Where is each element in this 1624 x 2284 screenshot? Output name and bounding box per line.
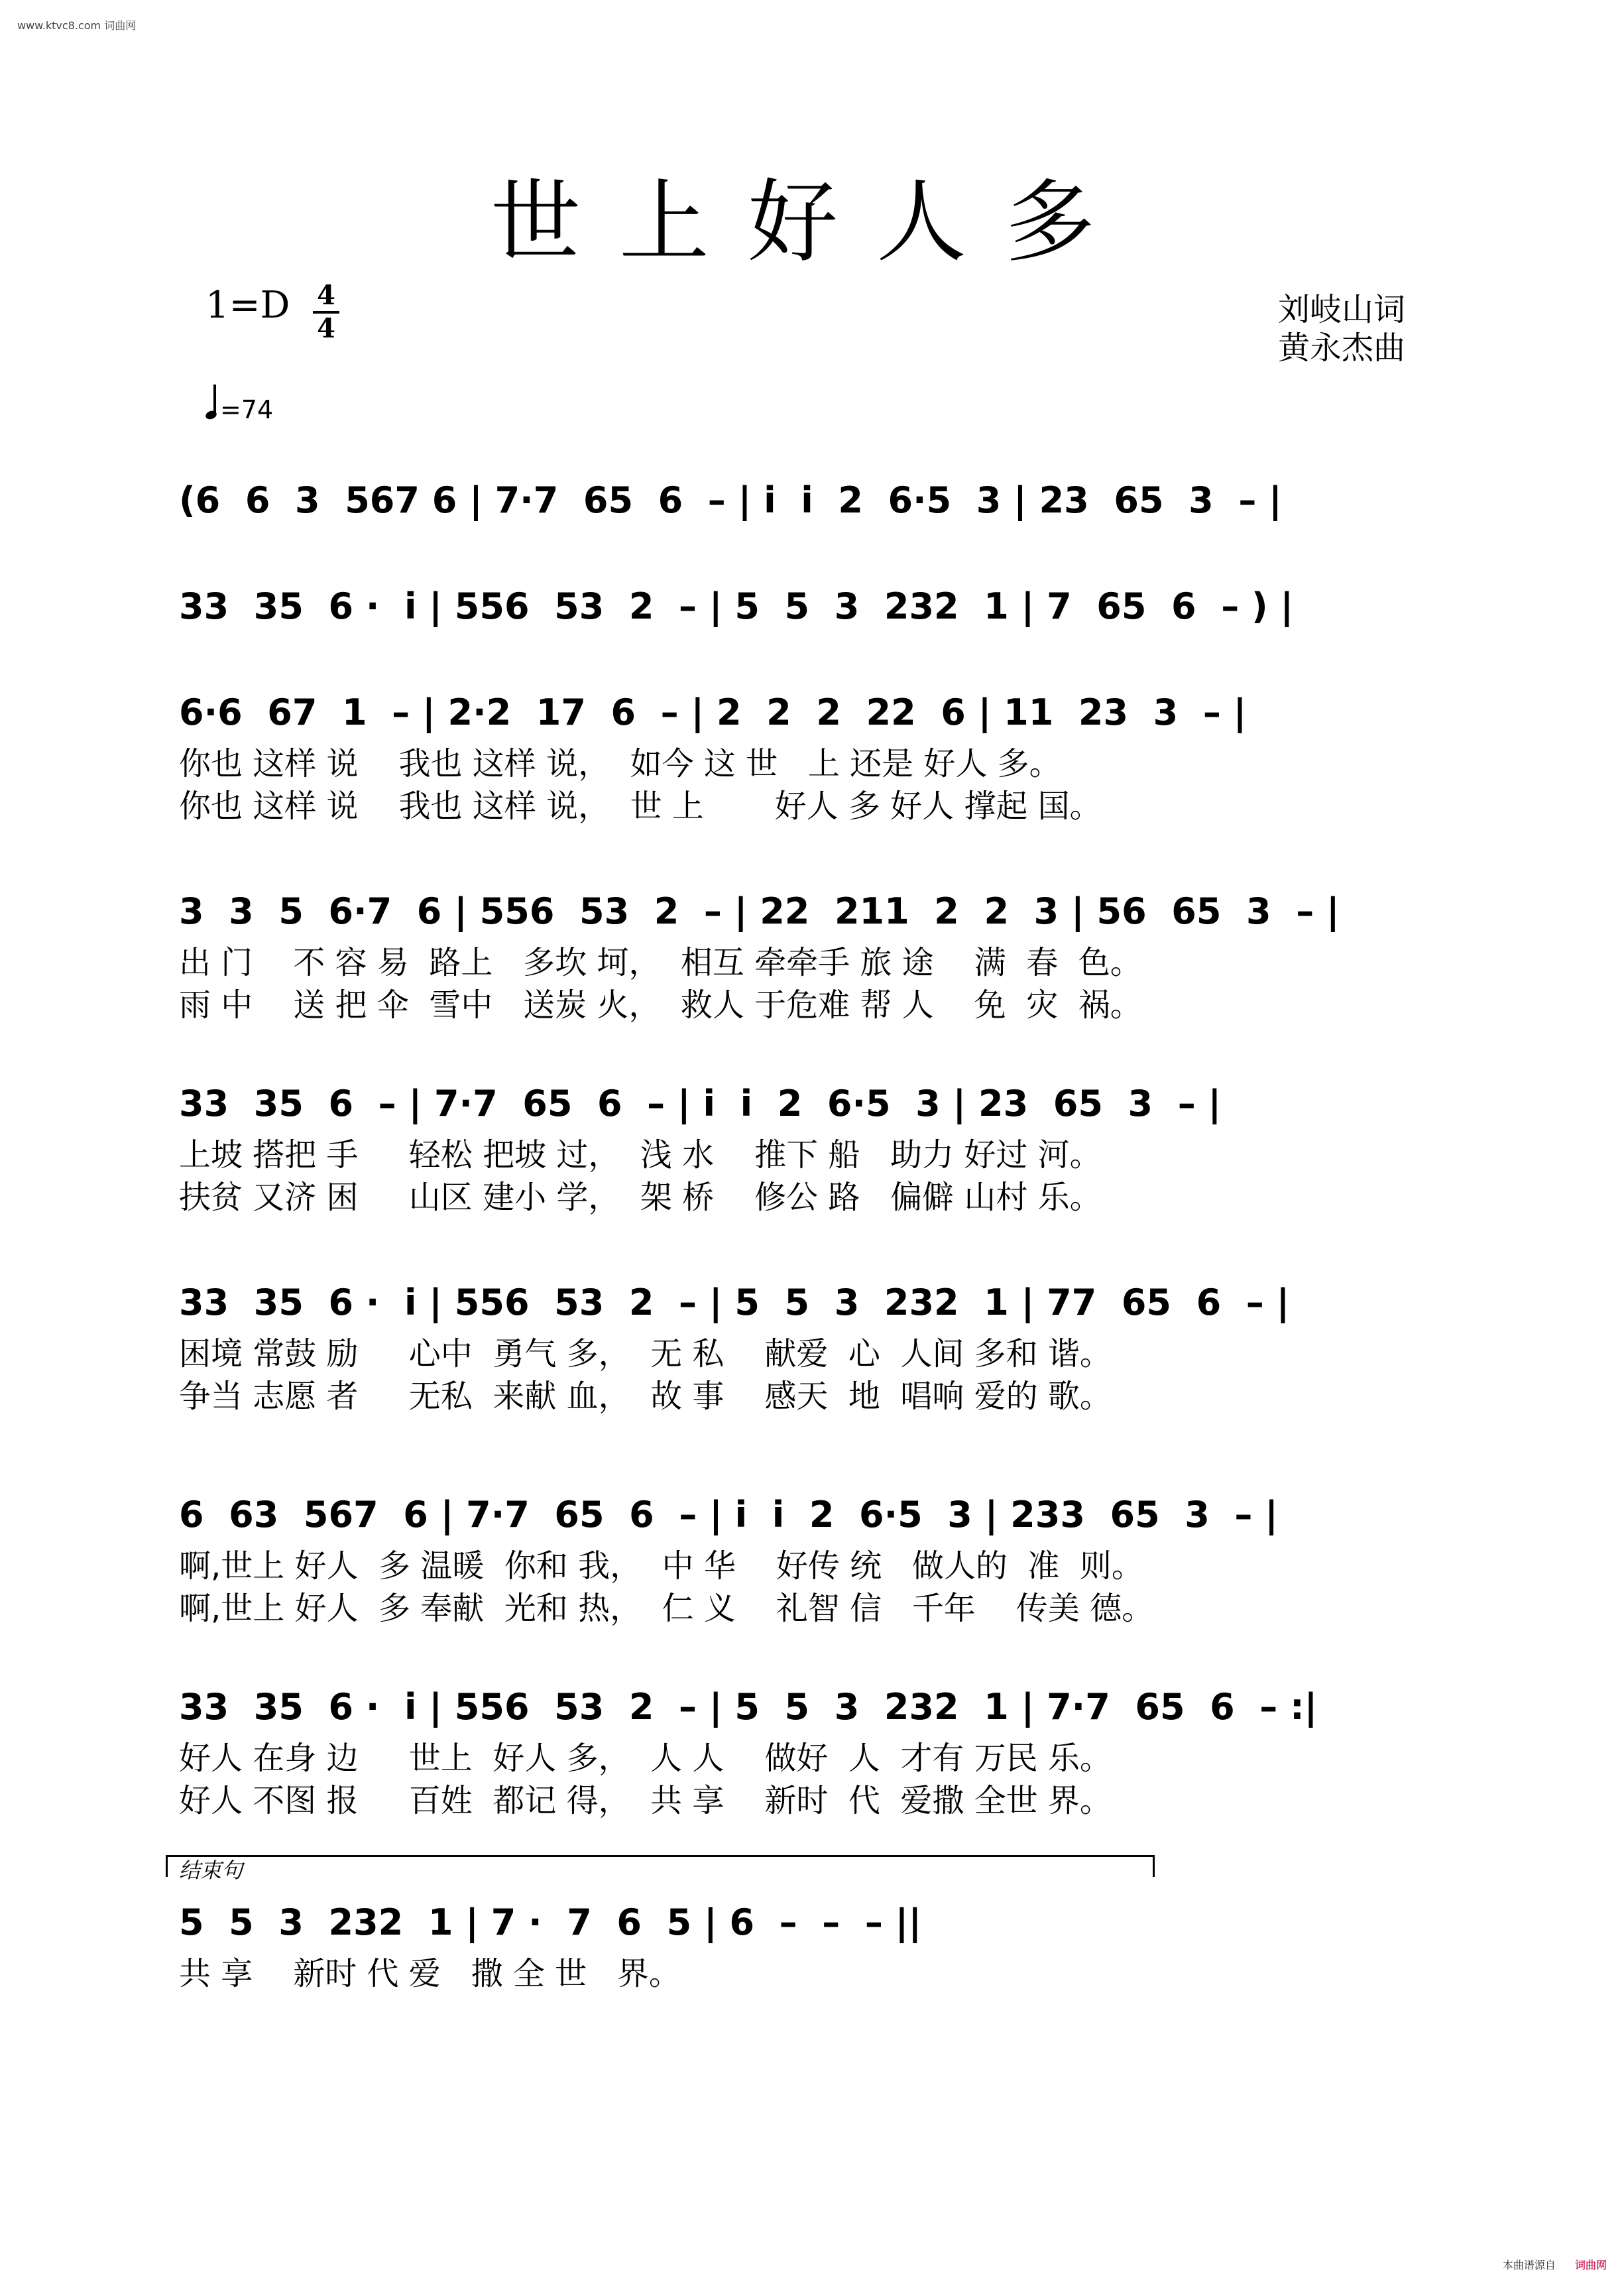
notes-line: 33 35 6 · i | 556 53 2 – | 5 5 3 232 1 | 7 65 6 – ) | — [179, 585, 1294, 627]
lyric-verse-2: 争当 志愿 者 无私 来献 血， 故 事 感天 地 唱响 爱的 歌。 — [179, 1378, 1112, 1415]
time-signature — [313, 282, 339, 342]
lyric-verse-2 — [179, 1995, 1452, 2037]
ending-label: 结束句 — [179, 1858, 243, 1883]
lyricist: 刘岐山词 — [1278, 291, 1406, 328]
time-top: 4 — [317, 280, 335, 311]
lyric-verse-1 — [179, 636, 1452, 679]
tempo-value: =74 — [220, 395, 274, 424]
footer-source: 本曲谱源自 — [1502, 2259, 1556, 2271]
score-system — [179, 882, 1452, 1026]
tempo-marking — [205, 385, 273, 424]
lyric-verse-1: 共 享 新时 代 爱 撒 全 世 界。 — [179, 1955, 681, 1992]
lyric-verse-1: 好人 在身 边 世上 好人 多， 人 人 做好 人 才有 万民 乐。 — [179, 1740, 1112, 1777]
notes-line: (6 6 3 567 6 | 7·7 65 6 – | i i 2 6·5 3 | 23 65 3 – | — [179, 479, 1282, 521]
notes-line: 33 35 6 – | 7·7 65 6 – | i i 2 6·5 3 | 23 65 3 – | — [179, 1083, 1222, 1124]
score-system — [179, 683, 1452, 827]
notes-line: 33 35 6 · i | 556 53 2 – | 5 5 3 232 1 | 7·7 65 6 – :| — [179, 1686, 1318, 1728]
lyric-verse-2: 扶贫 又济 困 山区 建小 学， 架 桥 修公 路 偏僻 山村 乐。 — [179, 1179, 1102, 1216]
lyric-verse-1: 啊,世上 好人 多 温暖 你和 我， 中 华 好传 统 做人的 准 则。 — [179, 1547, 1143, 1585]
lyric-verse-2: 好人 不图 报 百姓 都记 得， 共 享 新时 代 爱撒 全世 界。 — [179, 1782, 1112, 1819]
notes-line: 6 63 567 6 | 7·7 65 6 – | i i 2 6·5 3 | 233 65 3 – | — [179, 1494, 1278, 1535]
lyric-verse-1: 上坡 搭把 手 轻松 把坡 过， 浅 水 推下 船 助力 好过 河。 — [179, 1136, 1102, 1173]
lyric-verse-1: 出 门 不 容 易 路上 多坎 坷， 相互 牵牵手 旅 途 满 春 色。 — [179, 944, 1142, 981]
quarter-note-icon — [205, 385, 216, 424]
site-watermark: www.ktvc8.com 词曲网 — [17, 19, 137, 32]
lyric-verse-1 — [179, 530, 1452, 573]
score-system — [179, 1273, 1452, 1417]
ending-bracket — [166, 1855, 1155, 1877]
notes-line: 3 3 5 6·7 6 | 556 53 2 – | 22 211 2 2 3 | 56 65 3 – | — [179, 890, 1340, 932]
lyric-verse-2: 啊,世上 好人 多 奉献 光和 热， 仁 义 礼智 信 千年 传美 德。 — [179, 1590, 1154, 1627]
lyric-verse-2: 你也 这样 说 我也 这样 说， 世 上 好人 多 好人 撑起 国。 — [179, 788, 1102, 825]
song-title: 世上好人多 — [491, 170, 1133, 275]
credits — [1278, 290, 1405, 367]
score-system — [179, 1485, 1452, 1630]
footer-brand: 词曲网 — [1574, 2259, 1607, 2271]
notes-line: 6·6 67 1 – | 2·2 17 6 – | 2 2 2 22 6 | 11 23 3 – | — [179, 691, 1247, 733]
notes-line: 5 5 3 232 1 | 7 · 7 6 5 | 6 – – – || — [179, 1901, 922, 1943]
score-system — [179, 1074, 1452, 1219]
lyric-verse-1: 困境 常鼓 励 心中 勇气 多， 无 私 献爱 心 人间 多和 谐。 — [179, 1335, 1112, 1372]
notes-line: 33 35 6 · i | 556 53 2 – | 5 5 3 232 1 | 77 65 6 – | — [179, 1282, 1290, 1323]
score-system — [179, 1893, 1452, 2037]
key-signature: 1=D — [205, 284, 290, 327]
composer: 黄永杰曲 — [1278, 330, 1406, 367]
lyric-verse-1: 你也 这样 说 我也 这样 说， 如今 这 世 上 还是 好人 多。 — [179, 745, 1061, 782]
footer — [1503, 2257, 1607, 2272]
time-bottom: 4 — [317, 313, 335, 344]
score-system — [179, 1677, 1452, 1822]
lyric-verse-2: 雨 中 送 把 伞 雪中 送炭 火， 救人 于危难 帮 人 免 灾 祸。 — [179, 987, 1142, 1024]
